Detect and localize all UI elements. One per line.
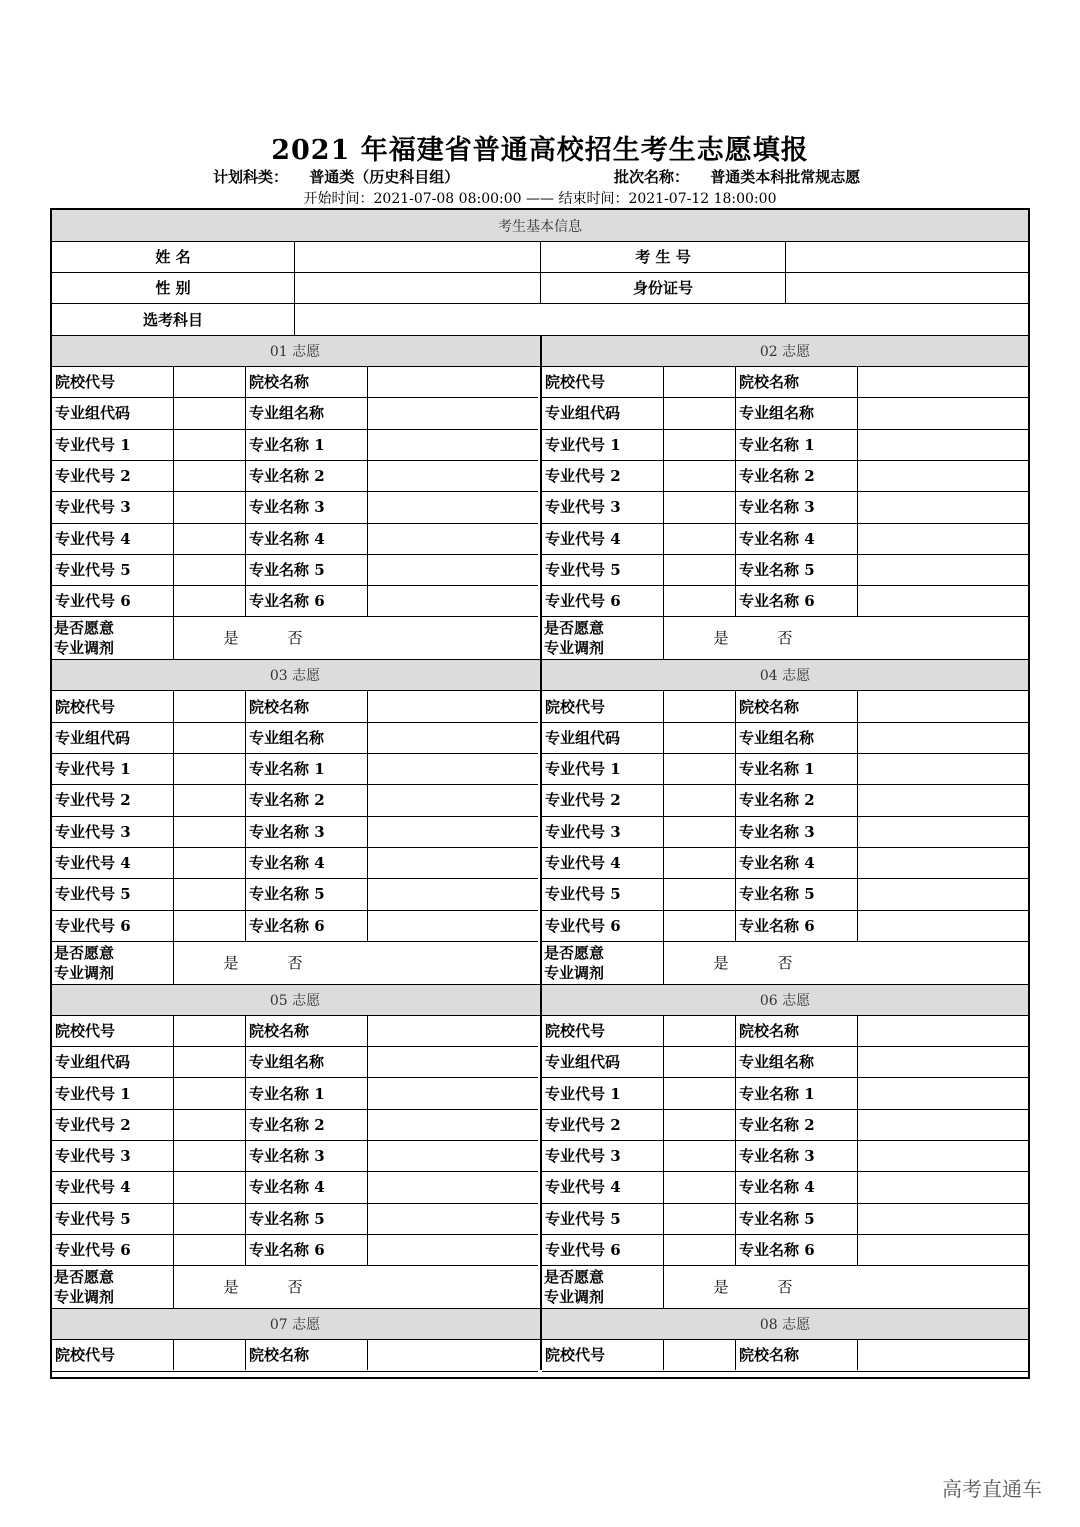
choice-06-code-field[interactable]	[664, 1234, 735, 1265]
choice-06-header: 06 志愿	[759, 992, 811, 1009]
choice-03-row-label: 专业代号 6	[55, 916, 131, 935]
grid-line	[735, 690, 736, 940]
choice-06-name-field[interactable]	[858, 1140, 1028, 1171]
choice-03-name-field[interactable]	[368, 816, 538, 847]
adjust-line: 是否愿意	[54, 1268, 115, 1287]
choice-01-code-field[interactable]	[174, 397, 245, 428]
choice-03-row-label: 专业组名称	[249, 728, 325, 747]
choice-05-name-field[interactable]	[368, 1077, 538, 1108]
adjust-line: 是否愿意	[544, 943, 605, 962]
choice-04-name-field[interactable]	[858, 878, 1028, 909]
choice-02-row-label: 专业代号 4	[545, 529, 621, 548]
choice-06-row-label: 专业代号 5	[545, 1209, 621, 1228]
choice-02-name-field[interactable]	[858, 429, 1028, 460]
choice-03-name-field[interactable]	[368, 910, 538, 941]
choice-02-row-label: 专业组名称	[739, 404, 815, 423]
choice-06-row-label: 专业组代码	[545, 1053, 621, 1072]
grid-line	[663, 1339, 664, 1370]
grid-line	[367, 1339, 368, 1370]
choice-01-name-field[interactable]	[368, 460, 538, 491]
choice-06-row-label: 专业代号 6	[545, 1241, 621, 1260]
choice-03-row-label: 专业代号 3	[55, 822, 131, 841]
batch-value: 普通类本科批常规志愿	[710, 168, 861, 186]
choice-08-name-field[interactable]	[858, 1339, 1028, 1370]
choice-04-row-label: 专业名称 1	[739, 760, 815, 779]
choice-02-code-field[interactable]	[664, 460, 735, 491]
choice-02-row-label: 专业名称 3	[739, 498, 815, 517]
choice-04-name-field[interactable]	[858, 910, 1028, 941]
choice-07-header: 07 志愿	[269, 1317, 321, 1334]
choice-05-code-field[interactable]	[174, 1203, 245, 1234]
choice-06-code-field[interactable]	[664, 1046, 735, 1077]
choice-01-name-field[interactable]	[368, 397, 538, 428]
choice-01-name-field[interactable]	[368, 554, 538, 585]
choice-04-row-label: 专业名称 5	[739, 885, 815, 904]
choice-04-name-field[interactable]	[858, 784, 1028, 815]
choice-05-row-label: 专业代号 5	[55, 1209, 131, 1228]
grid-line	[663, 690, 664, 983]
choice-06-name-field[interactable]	[858, 1046, 1028, 1077]
choice-02-code-field[interactable]	[664, 491, 735, 522]
choice-06-name-field[interactable]	[858, 1171, 1028, 1202]
choice-06-row-label: 专业名称 1	[739, 1084, 815, 1103]
id-number-label: 身份证号	[632, 279, 693, 297]
choice-06-adjust-no[interactable]: 否	[777, 1278, 793, 1297]
choice-07-code-field[interactable]	[174, 1339, 245, 1370]
exam-number-label: 考 生 号	[635, 248, 691, 266]
choice-01-row-label: 专业代号 4	[55, 529, 131, 548]
choice-05-row-label: 专业名称 3	[249, 1147, 325, 1166]
grid-line	[173, 1339, 174, 1370]
choice-05-name-field[interactable]	[368, 1234, 538, 1265]
choice-02-code-field[interactable]	[664, 366, 735, 397]
choice-01-adjust-no[interactable]: 否	[287, 629, 303, 648]
choice-02-row-label: 专业代号 2	[545, 467, 621, 486]
choice-05-row-label: 院校代号	[55, 1021, 116, 1040]
choice-05-row-label: 专业代号 3	[55, 1147, 131, 1166]
choice-03-name-field[interactable]	[368, 847, 538, 878]
choice-05-code-field[interactable]	[174, 1077, 245, 1108]
choice-01-row-label: 专业名称 5	[249, 560, 325, 579]
choice-04-name-field[interactable]	[858, 847, 1028, 878]
subjects-label: 选考科目	[142, 310, 203, 329]
name-field[interactable]	[295, 241, 539, 272]
choice-05-code-field[interactable]	[174, 1171, 245, 1202]
choice-02-row-label: 专业组代码	[545, 404, 621, 423]
choice-03-row-label: 专业代号 5	[55, 885, 131, 904]
choice-03-name-field[interactable]	[368, 722, 538, 753]
adjust-line: 专业调剂	[54, 963, 115, 982]
choice-05-name-field[interactable]	[368, 1203, 538, 1234]
choice-01-name-field[interactable]	[368, 429, 538, 460]
plan-info	[213, 166, 459, 187]
choice-03-name-field[interactable]	[368, 753, 538, 784]
subjects-field[interactable]	[295, 303, 1028, 335]
choice-01-row-label: 专业代号 6	[55, 592, 131, 611]
choice-01-row-label: 专业名称 4	[249, 529, 325, 548]
gender-field[interactable]	[295, 272, 539, 303]
choice-06-name-field[interactable]	[858, 1234, 1028, 1265]
time-range: 开始时间：2021-07-08 08:00:00 —— 结束时间：2021-07-12 18:00:00	[303, 191, 777, 207]
grid-line	[173, 366, 174, 659]
choice-04-code-field[interactable]	[664, 753, 735, 784]
choice-05-row-label: 专业代号 1	[55, 1084, 131, 1103]
choice-02-name-field[interactable]	[858, 460, 1028, 491]
grid-line	[245, 1339, 246, 1370]
choice-04-header: 04 志愿	[759, 668, 811, 685]
choice-03-code-field[interactable]	[174, 847, 245, 878]
choice-01-row-label: 专业代号 1	[55, 435, 131, 454]
choice-03-row-label: 专业组代码	[55, 728, 131, 747]
choice-06-code-field[interactable]	[664, 1109, 735, 1140]
choice-01-row-label: 专业名称 6	[249, 592, 325, 611]
choice-06-code-field[interactable]	[664, 1203, 735, 1234]
choice-03-row-label: 专业名称 6	[249, 916, 325, 935]
choice-02-row-label: 专业代号 6	[545, 592, 621, 611]
choice-02-row-label: 专业代号 5	[545, 560, 621, 579]
choice-04-code-field[interactable]	[664, 690, 735, 721]
page-title: 2021 年福建省普通高校招生考生志愿填报	[271, 135, 809, 166]
choice-03-row-label: 专业名称 1	[249, 760, 325, 779]
choice-05-row-label: 专业代号 2	[55, 1115, 131, 1134]
choice-01-code-field[interactable]	[174, 523, 245, 554]
choice-07-name-field[interactable]	[368, 1339, 538, 1370]
plan-value: 普通类（历史科目组）	[309, 168, 460, 186]
choice-04-name-field[interactable]	[858, 722, 1028, 753]
choice-01-code-field[interactable]	[174, 491, 245, 522]
choice-04-row-label: 专业代号 1	[545, 760, 621, 779]
choice-06-row-label: 专业名称 6	[739, 1241, 815, 1260]
grid-line	[52, 1371, 538, 1372]
choice-05-row-label: 专业名称 5	[249, 1209, 325, 1228]
choice-02-row-label: 专业名称 1	[739, 435, 815, 454]
choice-01-row-label: 院校代号	[55, 373, 116, 392]
choice-06-row-label: 院校名称	[739, 1021, 800, 1040]
choice-04-code-field[interactable]	[664, 847, 735, 878]
choice-06-row-label: 专业组名称	[739, 1053, 815, 1072]
choice-05-row-label: 专业组名称	[249, 1053, 325, 1072]
choice-05-header: 05 志愿	[269, 992, 321, 1009]
choice-04-row-label: 专业名称 2	[739, 791, 815, 810]
grid-line	[857, 1015, 858, 1265]
exam-number-field[interactable]	[786, 241, 1028, 272]
choice-02-row-label: 专业代号 3	[545, 498, 621, 517]
choice-02-code-field[interactable]	[664, 585, 735, 616]
choice-06-row-label: 专业名称 3	[739, 1147, 815, 1166]
choice-01-code-field[interactable]	[174, 585, 245, 616]
choice-02-row-label: 院校代号	[545, 373, 606, 392]
choice-05-row-label: 专业组代码	[55, 1053, 131, 1072]
choice-06-code-field[interactable]	[664, 1015, 735, 1046]
choice-03-adjust-yes[interactable]: 是	[223, 953, 239, 972]
choice-05-row-label: 院校名称	[249, 1021, 310, 1040]
choice-05-row-label: 专业代号 4	[55, 1178, 131, 1197]
choice-02-name-field[interactable]	[858, 523, 1028, 554]
choice-06-row-label: 专业名称 4	[739, 1178, 815, 1197]
choice-02-row-label: 专业名称 5	[739, 560, 815, 579]
choice-08-code-field[interactable]	[664, 1339, 735, 1370]
choice-04-name-field[interactable]	[858, 753, 1028, 784]
adjust-line: 是否愿意	[544, 1268, 605, 1287]
choice-06-code-field[interactable]	[664, 1077, 735, 1108]
choice-05-row-label: 专业名称 6	[249, 1241, 325, 1260]
batch-info	[614, 166, 860, 187]
adjust-line: 专业调剂	[544, 1288, 605, 1307]
choice-03-row-label: 院校代号	[55, 697, 116, 716]
choice-01-row-label: 专业名称 3	[249, 498, 325, 517]
choice-04-code-field[interactable]	[664, 784, 735, 815]
choice-01-header: 01 志愿	[269, 344, 321, 360]
choice-04-name-field[interactable]	[858, 816, 1028, 847]
choice-01-code-field[interactable]	[174, 366, 245, 397]
choice-03-code-field[interactable]	[174, 784, 245, 815]
choice-05-row-label: 专业名称 1	[249, 1084, 325, 1103]
grid-line	[663, 1015, 664, 1308]
choice-04-code-field[interactable]	[664, 722, 735, 753]
choice-03-header: 03 志愿	[269, 668, 321, 685]
choice-03-row-label: 专业代号 2	[55, 791, 131, 810]
choice-05-adjust-label	[52, 1267, 173, 1307]
choice-05-code-field[interactable]	[174, 1015, 245, 1046]
grid-line	[735, 366, 736, 616]
choice-02-adjust-yes[interactable]: 是	[713, 629, 729, 648]
choice-05-adjust-no[interactable]: 否	[287, 1278, 303, 1297]
adjust-line: 专业调剂	[544, 963, 605, 982]
choice-05-adjust-yes[interactable]: 是	[223, 1278, 239, 1297]
choice-02-code-field[interactable]	[664, 397, 735, 428]
choice-06-adjust-yes[interactable]: 是	[713, 1278, 729, 1297]
choice-02-name-field[interactable]	[858, 554, 1028, 585]
choice-02-row-label: 专业名称 4	[739, 529, 815, 548]
choice-02-name-field[interactable]	[858, 491, 1028, 522]
choice-03-code-field[interactable]	[174, 753, 245, 784]
grid-line	[367, 1015, 368, 1265]
choice-04-code-field[interactable]	[664, 816, 735, 847]
grid-line	[245, 1015, 246, 1265]
grid-line	[735, 1015, 736, 1265]
gender-label: 性 别	[155, 279, 191, 297]
choice-05-code-field[interactable]	[174, 1234, 245, 1265]
choice-03-adjust-label	[52, 943, 173, 983]
choice-03-code-field[interactable]	[174, 910, 245, 941]
grid-line	[735, 1339, 736, 1370]
choice-01-adjust-label	[52, 618, 173, 658]
adjust-line: 专业调剂	[544, 639, 605, 658]
choice-01-code-field[interactable]	[174, 554, 245, 585]
choice-03-code-field[interactable]	[174, 816, 245, 847]
choice-01-row-label: 专业代号 3	[55, 498, 131, 517]
adjust-line: 是否愿意	[54, 619, 115, 638]
choice-05-name-field[interactable]	[368, 1171, 538, 1202]
choice-05-code-field[interactable]	[174, 1046, 245, 1077]
choice-02-row-label: 专业名称 2	[739, 467, 815, 486]
grid-line	[173, 690, 174, 983]
choice-06-name-field[interactable]	[858, 1077, 1028, 1108]
choice-03-code-field[interactable]	[174, 878, 245, 909]
adjust-line: 专业调剂	[54, 639, 115, 658]
choice-04-adjust-yes[interactable]: 是	[713, 953, 729, 972]
grid-line	[245, 690, 246, 940]
plan-label: 计划科类：	[213, 168, 289, 186]
choice-06-code-field[interactable]	[664, 1171, 735, 1202]
adjust-line: 专业调剂	[54, 1288, 115, 1307]
grid-line	[542, 1371, 1028, 1372]
grid-line	[857, 690, 858, 940]
choice-03-adjust-no[interactable]: 否	[287, 953, 303, 972]
choice-05-name-field[interactable]	[368, 1046, 538, 1077]
choice-05-code-field[interactable]	[174, 1109, 245, 1140]
choice-02-row-label: 专业代号 1	[545, 435, 621, 454]
choice-06-row-label: 专业代号 2	[545, 1115, 621, 1134]
choice-01-code-field[interactable]	[174, 429, 245, 460]
choice-01-name-field[interactable]	[368, 585, 538, 616]
choice-06-name-field[interactable]	[858, 1015, 1028, 1046]
choice-04-row-label: 专业名称 6	[739, 916, 815, 935]
choice-06-row-label: 专业名称 2	[739, 1115, 815, 1134]
choice-04-code-field[interactable]	[664, 878, 735, 909]
choice-03-row-label: 专业名称 3	[249, 822, 325, 841]
choice-04-name-field[interactable]	[858, 690, 1028, 721]
choice-08-row-label: 院校代号	[545, 1346, 606, 1365]
choice-02-code-field[interactable]	[664, 429, 735, 460]
choice-06-row-label: 专业代号 1	[545, 1084, 621, 1103]
choice-05-name-field[interactable]	[368, 1015, 538, 1046]
basic-info-header: 考生基本信息	[498, 218, 582, 235]
choice-04-row-label: 专业组代码	[545, 728, 621, 747]
watermark: 高考直通车	[942, 1477, 1042, 1501]
choice-01-name-field[interactable]	[368, 523, 538, 554]
choice-04-adjust-no[interactable]: 否	[777, 953, 793, 972]
choice-05-row-label: 专业名称 2	[249, 1115, 325, 1134]
choice-06-name-field[interactable]	[858, 1109, 1028, 1140]
choice-04-row-label: 院校名称	[739, 697, 800, 716]
choice-03-row-label: 专业代号 4	[55, 854, 131, 873]
choice-01-code-field[interactable]	[174, 460, 245, 491]
form-sheet	[50, 208, 1030, 1379]
choice-02-adjust-no[interactable]: 否	[777, 629, 793, 648]
adjust-line: 是否愿意	[54, 943, 115, 962]
choice-02-row-label: 专业名称 6	[739, 592, 815, 611]
grid-line	[857, 366, 858, 616]
grid-line	[367, 366, 368, 616]
name-label: 姓 名	[155, 248, 191, 266]
choice-01-row-label: 专业组代码	[55, 404, 131, 423]
choice-02-name-field[interactable]	[858, 397, 1028, 428]
choice-08-header: 08 志愿	[759, 1317, 811, 1334]
choice-02-name-field[interactable]	[858, 585, 1028, 616]
choice-03-code-field[interactable]	[174, 722, 245, 753]
choice-02-adjust-label	[542, 618, 663, 658]
choice-01-row-label: 专业名称 1	[249, 435, 325, 454]
choice-06-row-label: 专业代号 3	[545, 1147, 621, 1166]
choice-01-row-label: 专业名称 2	[249, 467, 325, 486]
choice-05-row-label: 专业名称 4	[249, 1178, 325, 1197]
choice-03-name-field[interactable]	[368, 878, 538, 909]
choice-03-row-label: 专业代号 1	[55, 760, 131, 779]
choice-02-name-field[interactable]	[858, 366, 1028, 397]
choice-06-row-label: 专业名称 5	[739, 1209, 815, 1228]
choice-07-row-label: 院校名称	[249, 1346, 310, 1365]
choice-01-row-label: 专业代号 5	[55, 560, 131, 579]
choice-05-row-label: 专业代号 6	[55, 1241, 131, 1260]
choice-02-code-field[interactable]	[664, 523, 735, 554]
choice-03-row-label: 专业名称 5	[249, 885, 325, 904]
choice-04-row-label: 专业名称 3	[739, 822, 815, 841]
choice-02-row-label: 院校名称	[739, 373, 800, 392]
choice-05-code-field[interactable]	[174, 1140, 245, 1171]
choice-06-code-field[interactable]	[664, 1140, 735, 1171]
choice-01-row-label: 专业组名称	[249, 404, 325, 423]
choice-04-row-label: 专业代号 6	[545, 916, 621, 935]
choice-01-row-label: 专业代号 2	[55, 467, 131, 486]
choice-01-row-label: 院校名称	[249, 373, 310, 392]
choice-04-row-label: 院校代号	[545, 697, 606, 716]
choice-05-name-field[interactable]	[368, 1140, 538, 1171]
choice-04-row-label: 专业代号 2	[545, 791, 621, 810]
choice-03-row-label: 专业名称 2	[249, 791, 325, 810]
adjust-line: 是否愿意	[544, 619, 605, 638]
id-number-field[interactable]	[786, 272, 1028, 303]
choice-01-adjust-yes[interactable]: 是	[223, 629, 239, 648]
batch-label: 批次名称：	[614, 168, 690, 186]
choice-03-row-label: 专业名称 4	[249, 854, 325, 873]
grid-line	[367, 690, 368, 940]
choice-04-adjust-label	[542, 943, 663, 983]
choice-08-row-label: 院校名称	[739, 1346, 800, 1365]
choice-02-header: 02 志愿	[759, 344, 811, 360]
choice-07-row-label: 院校代号	[55, 1346, 116, 1365]
choice-06-row-label: 专业代号 4	[545, 1178, 621, 1197]
choice-04-row-label: 专业名称 4	[739, 854, 815, 873]
choice-06-adjust-label	[542, 1267, 663, 1307]
choice-04-row-label: 专业代号 3	[545, 822, 621, 841]
choice-04-row-label: 专业代号 5	[545, 885, 621, 904]
choice-03-row-label: 院校名称	[249, 697, 310, 716]
choice-03-code-field[interactable]	[174, 690, 245, 721]
choice-03-name-field[interactable]	[368, 690, 538, 721]
choice-02-code-field[interactable]	[664, 554, 735, 585]
choice-01-name-field[interactable]	[368, 491, 538, 522]
choice-04-row-label: 专业组名称	[739, 728, 815, 747]
choice-03-name-field[interactable]	[368, 784, 538, 815]
choice-06-name-field[interactable]	[858, 1203, 1028, 1234]
grid-line	[857, 1339, 858, 1370]
grid-line	[663, 366, 664, 659]
grid-line	[173, 1015, 174, 1308]
grid-line	[245, 366, 246, 616]
choice-01-name-field[interactable]	[368, 366, 538, 397]
choice-05-name-field[interactable]	[368, 1109, 538, 1140]
choice-04-code-field[interactable]	[664, 910, 735, 941]
choice-06-row-label: 院校代号	[545, 1021, 606, 1040]
choice-04-row-label: 专业代号 4	[545, 854, 621, 873]
